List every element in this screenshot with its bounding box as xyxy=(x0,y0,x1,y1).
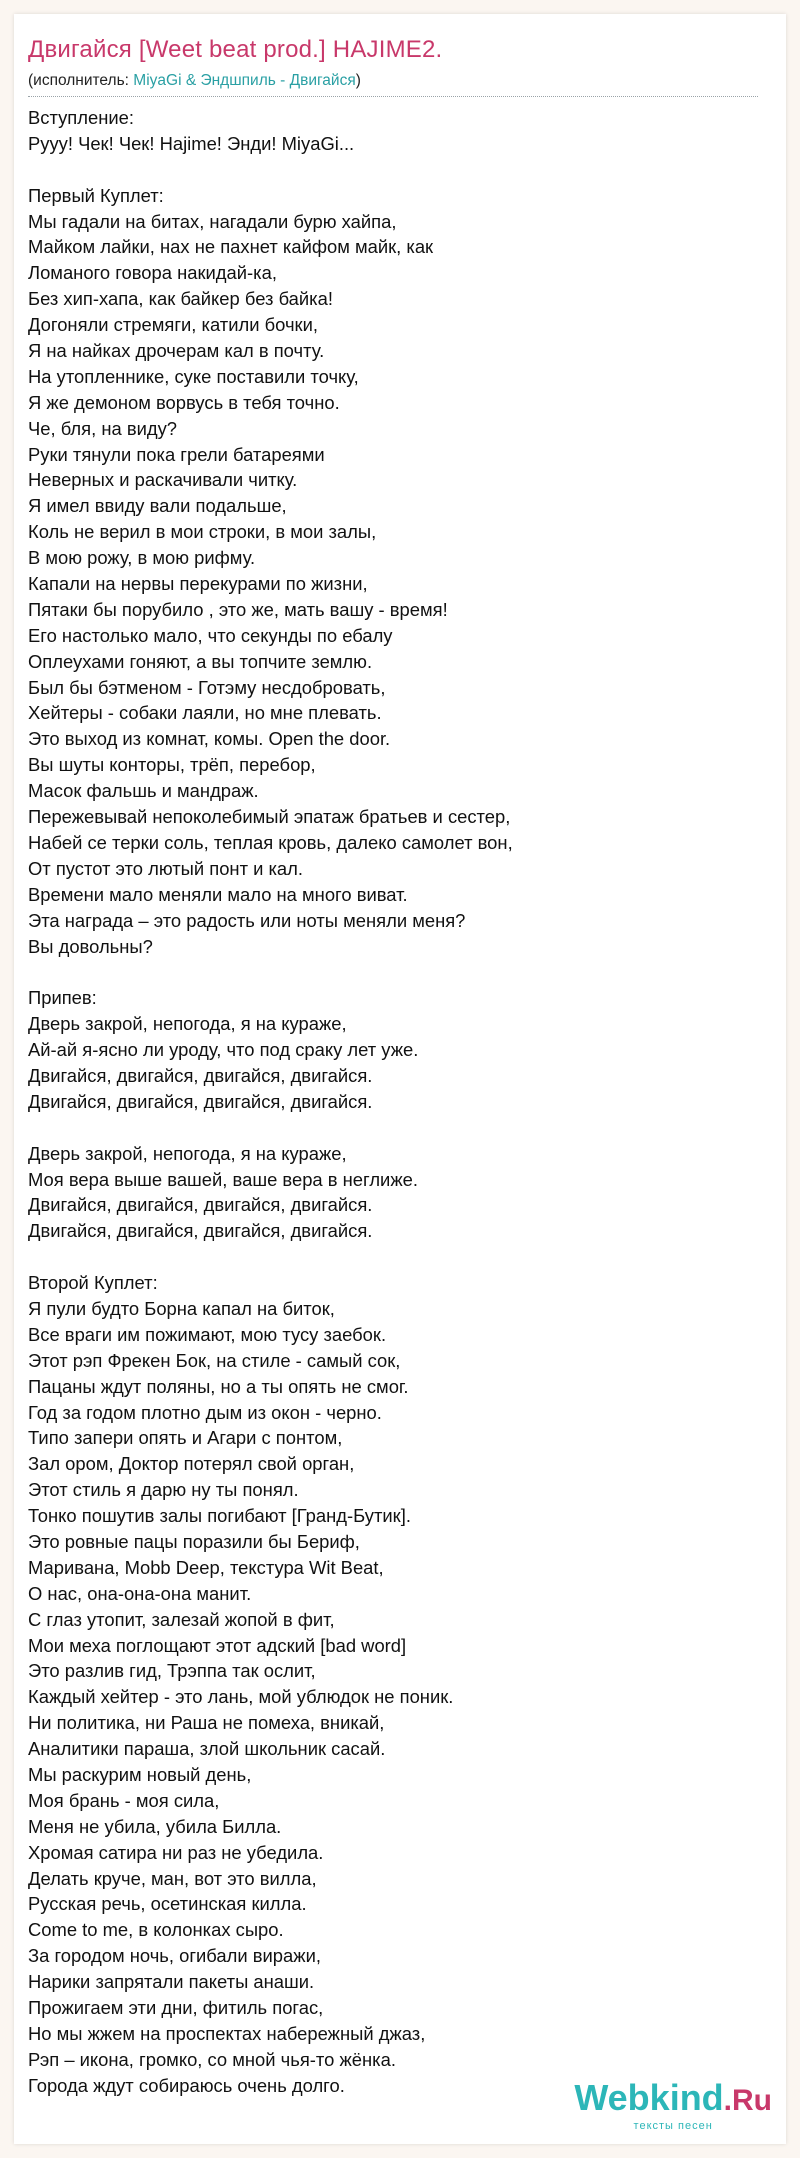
lyrics-blank-line xyxy=(28,1244,748,1270)
song-title: Двигайся [Weet beat prod.] HAJIME2. xyxy=(28,36,443,63)
logo-domain: .Ru xyxy=(723,2084,772,2117)
lyrics-line: Вы шуты конторы, трёп, перебор, xyxy=(28,754,316,776)
artist-link[interactable]: MiyaGi & Эндшпиль - Двигайся xyxy=(133,72,356,89)
lyrics-line: Припев: xyxy=(28,987,97,1009)
header-divider xyxy=(28,96,758,97)
lyrics-line: Масок фальшь и мандраж. xyxy=(28,780,259,802)
lyrics-line: Тонко пошутив залы погибают [Гранд-Бутик]. xyxy=(28,1505,411,1527)
lyrics-line: Все враги им пожимают, мою тусу заебок. xyxy=(28,1323,387,1345)
lyrics-line: Я на найках дрочерам кал в почту. xyxy=(28,340,325,362)
lyrics-line: Набей се терки соль, теплая кровь, далеко самолет вон, xyxy=(28,831,513,853)
lyrics-line: Это разлив гид, Трэппа так ослит, xyxy=(28,1660,316,1682)
lyrics-line: Come to me, в колонках сыро. xyxy=(28,1919,284,1941)
lyrics-line: За городом ночь, огибали виражи, xyxy=(28,1945,321,1967)
logo-main-text: Webkind xyxy=(574,2077,724,2118)
lyrics-line: Прожигаем эти дни, фитиль погас, xyxy=(28,1997,324,2019)
lyrics-line: Мы раскурим новый день, xyxy=(28,1764,252,1785)
lyrics-line: Это выход из комнат, комы. Open the door. xyxy=(28,728,391,750)
lyrics-line: Оплеухами гоняют, а вы топчите землю. xyxy=(28,650,373,672)
lyrics-line: Коль не верил в мои строки, в мои залы, xyxy=(28,521,377,543)
lyrics-line: С глаз утопит, залезай жопой в фит, xyxy=(28,1608,335,1630)
lyrics-line: Я же демоном ворвусь в тебя точно. xyxy=(28,391,340,413)
lyrics-line: Моя вера выше вашей, ваше вера в неглиже. xyxy=(28,1168,418,1190)
lyrics-line: От пустот это лютый понт и кал. xyxy=(28,857,304,879)
lyrics-line: Вступление: xyxy=(28,107,134,128)
lyrics-line: Маривана, Mobb Deep, текстура Wit Beat, xyxy=(28,1556,384,1578)
lyrics-line: Майком лайки, нах не пахнет кайфом майк, как xyxy=(28,236,434,258)
lyrics-line: Но мы жжем на проспектах набережный джаз, xyxy=(28,2022,426,2044)
lyrics-line: Дверь закрой, непогода, я на кураже, xyxy=(28,1142,347,1164)
lyrics-blank-line xyxy=(28,1115,748,1141)
lyrics-line: Был бы бэтменом - Готэму несдобровать, xyxy=(28,676,386,698)
lyrics-line: Хейтеры - собаки лаяли, но мне плевать. xyxy=(28,702,382,724)
lyrics-line: Дверь закрой, непогода, я на кураже, xyxy=(28,1013,347,1035)
lyrics-line: Год за годом плотно дым из окон - черно. xyxy=(28,1401,382,1423)
lyrics-line: Неверных и раскачивали читку. xyxy=(28,469,298,491)
lyrics-line: Каждый хейтер - это лань, мой ублюдок не поник. xyxy=(28,1686,454,1708)
lyrics-line: Типо запери опять и Агари с понтом, xyxy=(28,1427,343,1449)
lyrics-line: Руки тянули пока грели батареями xyxy=(28,443,325,465)
lyrics-line: Без хип-хапа, как байкер без байка! xyxy=(28,288,333,310)
lyrics-line: Зал ором, Доктор потерял свой орган, xyxy=(28,1453,355,1475)
artist-prefix: (исполнитель: xyxy=(28,72,134,89)
lyrics-line: Я имел ввиду вали подальше, xyxy=(28,495,287,517)
lyrics-line: Капали на нервы перекурами по жизни, xyxy=(28,573,368,595)
lyrics-line: Пятаки бы порубило , это же, мать вашу - время! xyxy=(28,598,448,620)
lyrics-line: Двигайся, двигайся, двигайся, двигайся. xyxy=(28,1194,373,1216)
lyrics-text xyxy=(28,105,748,2099)
lyrics-line: Вы довольны? xyxy=(28,935,153,957)
lyrics-line: Этот стиль я дарю ну ты понял. xyxy=(28,1479,299,1501)
logo-wordmark xyxy=(574,2077,772,2119)
lyrics-line: На утопленнике, суке поставили точку, xyxy=(28,365,359,387)
lyrics-line: Пережевывай непоколебимый эпатаж братьев и сестер, xyxy=(28,806,511,828)
lyrics-line: Это ровные пацы поразили бы Бериф, xyxy=(28,1530,360,1552)
lyrics-line: Ломаного говора накидай-ка, xyxy=(28,262,277,284)
lyrics-line: Времени мало меняли мало на много виват. xyxy=(28,883,408,905)
lyrics-line: Мы гадали на битах, нагадали бурю хайпа, xyxy=(28,210,397,232)
logo-subtitle: тексты песен xyxy=(633,2120,713,2132)
lyrics-line: Пацаны ждут поляны, но а ты опять не смог. xyxy=(28,1375,409,1397)
lyrics-line: Хромая сатира ни раз не убедила. xyxy=(28,1841,324,1863)
lyrics-line: Русская речь, осетинская килла. xyxy=(28,1893,307,1915)
lyrics-line: Двигайся, двигайся, двигайся, двигайся. xyxy=(28,1064,373,1086)
lyrics-line: Этот рэп Фрекен Бок, на стиле - самый сок, xyxy=(28,1349,401,1371)
lyrics-blank-line xyxy=(28,959,748,985)
lyrics-line: Меня не убила, убила Билла. xyxy=(28,1815,282,1837)
lyrics-line: Его настолько мало, что секунды по ебалу xyxy=(28,624,393,646)
lyrics-line: В мою рожу, в мою рифму. xyxy=(28,547,256,569)
lyrics-line: Ай-ай я-ясно ли уроду, что под сраку лет уже. xyxy=(28,1039,419,1061)
site-logo[interactable] xyxy=(574,2077,772,2132)
lyrics-line: Города ждут собираюсь очень долго. xyxy=(28,2074,345,2096)
artist-line xyxy=(28,72,361,90)
lyrics-line: Ни политика, ни Раша не помеха, вникай, xyxy=(28,1712,385,1734)
lyrics-line: Че, бля, на виду? xyxy=(28,417,178,439)
lyrics-line: Делать круче, ман, вот это вилла, xyxy=(28,1867,317,1889)
artist-suffix: ) xyxy=(355,72,361,89)
lyrics-line: Рэп – икона, громко, со мной чья-то жёнка. xyxy=(28,2048,396,2070)
lyrics-line: О нас, она-она-она манит. xyxy=(28,1582,252,1604)
lyrics-blank-line xyxy=(28,157,748,183)
lyrics-line: Второй Куплет: xyxy=(28,1272,158,1294)
lyrics-line: Моя брань - моя сила, xyxy=(28,1789,220,1811)
lyrics-line: Первый Куплет: xyxy=(28,184,164,206)
lyrics-line: Мои меха поглощают этот адский [bad word] xyxy=(28,1634,407,1656)
lyrics-line: Догоняли стремяги, катили бочки, xyxy=(28,314,318,336)
lyrics-line: Аналитики параша, злой школьник сасай. xyxy=(28,1738,386,1760)
lyrics-line: Нарики запрятали пакеты анаши. xyxy=(28,1971,315,1993)
lyrics-line: Рууу! Чек! Чек! Hajime! Энди! MiyaGi... xyxy=(28,132,355,154)
lyrics-line: Двигайся, двигайся, двигайся, двигайся. xyxy=(28,1090,373,1112)
lyrics-line: Эта награда – это радость или ноты меняли меня? xyxy=(28,909,466,931)
lyrics-line: Я пули будто Борна капал на биток, xyxy=(28,1297,335,1319)
lyrics-line: Двигайся, двигайся, двигайся, двигайся. xyxy=(28,1220,373,1242)
